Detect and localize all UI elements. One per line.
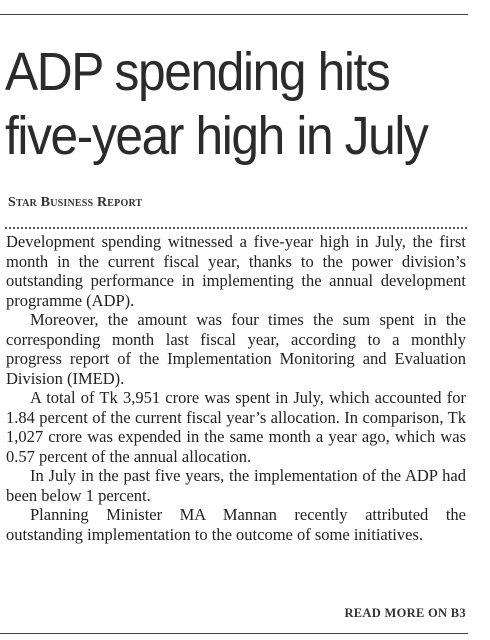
bottom-rule <box>0 633 468 634</box>
paragraph-5: Planning Minister MA Mannan recently attributed the outstanding implementation to the outcome of some initiatives. <box>6 505 466 544</box>
dotted-divider <box>5 227 467 229</box>
headline-line-2: five-year high in July <box>5 106 428 166</box>
headline <box>5 40 437 168</box>
top-rule <box>0 14 468 15</box>
article-body <box>6 232 466 544</box>
paragraph-4: In July in the past five years, the implementation of the ADP had been below 1 percent. <box>6 466 466 505</box>
byline: Star Business Report <box>8 195 143 210</box>
headline-line-1: ADP spending hits <box>5 42 390 102</box>
paragraph-2: Moreover, the amount was four times the sum spent in the corresponding month last fiscal year, according to a monthly progress report of the Implementation Monitoring and Evaluation Division (IMED). <box>6 310 466 388</box>
read-more-link[interactable]: READ MORE ON B3 <box>344 606 466 620</box>
paragraph-3: A total of Tk 3,951 crore was spent in July, which accounted for 1.84 percent of the current fiscal year’s allocation. In comparison, Tk 1,027 crore was expended in the same month a year ago, which was 0.57 percent of the annual allocation. <box>6 388 466 466</box>
paragraph-1: Development spending witnessed a five-year high in July, the first month in the current fiscal year, thanks to the power division’s outstanding performance in implementing the annual development programme (ADP). <box>6 232 466 310</box>
